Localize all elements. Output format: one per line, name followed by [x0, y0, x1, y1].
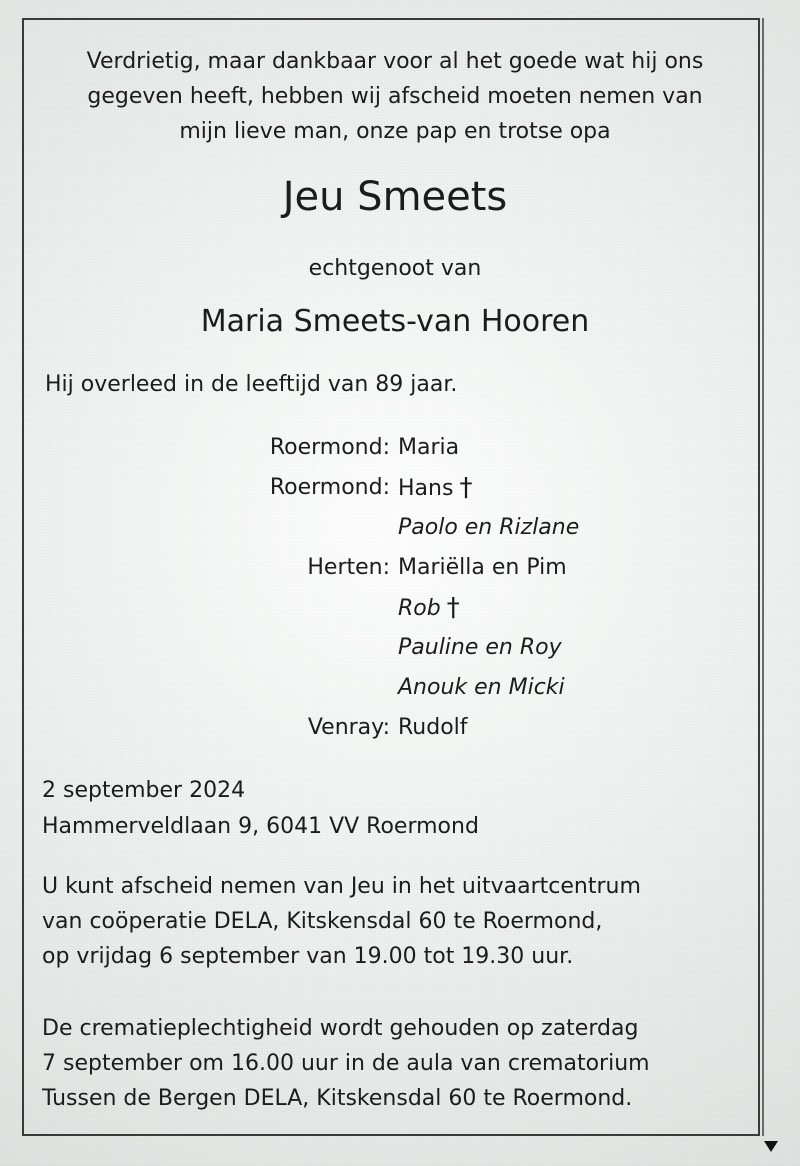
family-member	[398, 433, 690, 473]
family-member-name: Hans	[398, 476, 454, 501]
cremation-line: Tussen de Bergen DELA, Kitskensdal 60 te Roermond.	[42, 1086, 633, 1111]
scrollbar-track[interactable]	[762, 18, 764, 1136]
family-member-name: Pauline en Roy	[398, 635, 562, 660]
family-place: Herten:	[307, 555, 390, 580]
cross-icon: †	[446, 593, 460, 623]
deceased-name: Jeu Smeets	[282, 174, 508, 220]
scroll-down-arrow-icon[interactable]	[764, 1141, 778, 1152]
family-place: Roermond:	[269, 475, 390, 500]
farewell-paragraph	[42, 869, 742, 974]
family-place	[190, 593, 398, 633]
cremation-line: De crematieplechtigheid wordt gehouden op zaterdag	[42, 1016, 639, 1041]
date-address-block	[42, 773, 479, 845]
intro-line: Verdrietig, maar dankbaar voor al het goede wat hij ons	[86, 49, 704, 74]
family-row	[190, 673, 690, 713]
family-place: Roermond:	[269, 435, 390, 460]
family-member	[398, 713, 690, 753]
intro-line: gegeven heeft, hebben wij afscheid moeten nemen van	[87, 84, 703, 109]
spouse-name: Maria Smeets-van Hooren	[200, 304, 590, 339]
family-member	[398, 513, 690, 553]
family-place	[190, 513, 398, 553]
date: 2 september 2024	[42, 778, 246, 803]
farewell-line: van coöperatie DELA, Kitskensdal 60 te Roermond,	[42, 909, 603, 934]
family-place: Venray:	[307, 715, 390, 740]
address: Hammerveldlaan 9, 6041 VV Roermond	[42, 814, 479, 839]
family-row	[190, 473, 690, 513]
farewell-line: U kunt afscheid nemen van Jeu in het uitvaartcentrum	[42, 874, 641, 899]
cross-icon: †	[459, 473, 473, 503]
family-member-name: Paolo en Rizlane	[398, 515, 580, 540]
family-place	[190, 673, 398, 713]
family-row	[190, 553, 690, 593]
family-member-name: Maria	[398, 435, 460, 460]
family-member-name: Anouk en Micki	[398, 675, 565, 700]
family-member	[398, 673, 690, 713]
intro-text	[40, 44, 750, 149]
intro-line: mijn lieve man, onze pap en trotse opa	[179, 119, 611, 144]
family-member-name: Rudolf	[398, 715, 468, 740]
family-row	[190, 633, 690, 673]
spouse-label: echtgenoot van	[308, 256, 482, 281]
family-row	[190, 593, 690, 633]
family-member-name: Rob	[398, 596, 441, 621]
family-row	[190, 513, 690, 553]
family-row	[190, 713, 690, 753]
family-place	[190, 633, 398, 673]
family-row	[190, 433, 690, 473]
family-member	[398, 473, 690, 513]
cremation-line: 7 september om 16.00 uur in de aula van crematorium	[42, 1051, 650, 1076]
age-statement: Hij overleed in de leeftijd van 89 jaar.	[45, 372, 458, 397]
cremation-paragraph	[42, 1011, 752, 1116]
family-member	[398, 553, 690, 593]
family-list	[190, 433, 690, 753]
farewell-line: op vrijdag 6 september van 19.00 tot 19.30 uur.	[42, 944, 574, 969]
family-member	[398, 593, 690, 633]
family-member	[398, 633, 690, 673]
family-member-name: Mariëlla en Pim	[398, 555, 567, 580]
